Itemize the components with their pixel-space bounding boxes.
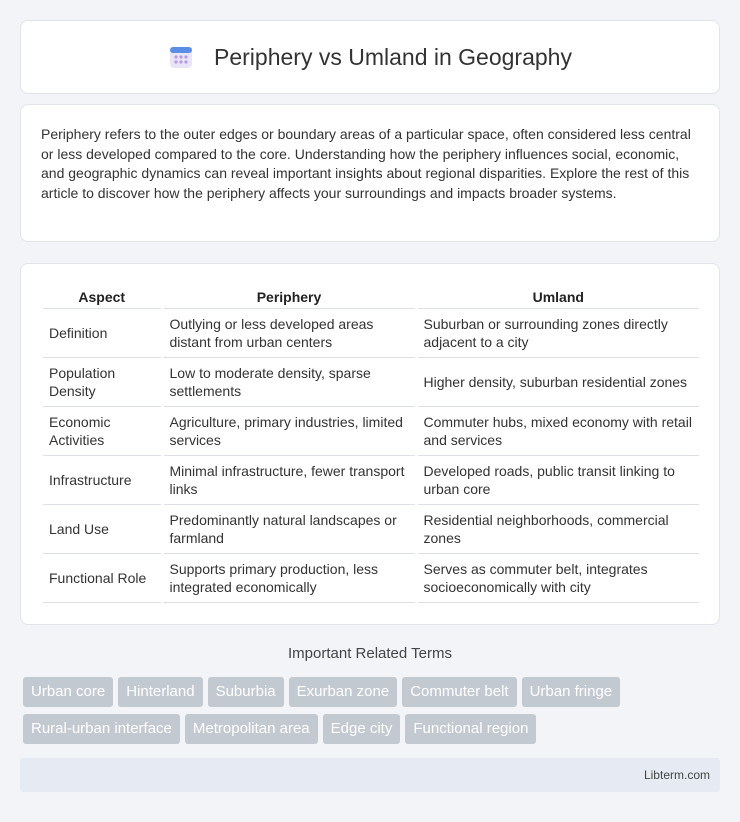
calendar-icon <box>168 44 194 70</box>
footer <box>20 758 720 792</box>
table-row <box>43 406 699 455</box>
related-term-tag[interactable]: Exurban zone <box>289 677 398 707</box>
table-header-row <box>43 286 699 308</box>
table-cell: Higher density, suburban residential zones <box>416 357 699 406</box>
table-row <box>43 504 699 553</box>
table-cell: Outlying or less developed areas distant from urban centers <box>162 308 416 357</box>
related-term-tag[interactable]: Hinterland <box>118 677 202 707</box>
table-cell: Population Density <box>43 357 162 406</box>
header-aspect: Aspect <box>43 286 162 308</box>
page-title: Periphery vs Umland in Geography <box>214 43 572 70</box>
related-term-tag[interactable]: Edge city <box>323 714 401 744</box>
related-term-tag[interactable]: Functional region <box>405 714 536 744</box>
table-cell: Developed roads, public transit linking to urban core <box>416 455 699 504</box>
related-term-tag[interactable]: Suburbia <box>208 677 284 707</box>
table-row <box>43 553 699 602</box>
table-cell: Infrastructure <box>43 455 162 504</box>
table-cell: Land Use <box>43 504 162 553</box>
intro-card <box>20 104 720 242</box>
footer-site-link[interactable]: Libterm.com <box>643 768 710 782</box>
table-cell: Residential neighborhoods, commercial zones <box>416 504 699 553</box>
table-cell: Predominantly natural landscapes or farmland <box>162 504 416 553</box>
table-cell: Agriculture, primary industries, limited services <box>162 406 416 455</box>
table-row <box>43 357 699 406</box>
table-cell: Low to moderate density, sparse settlements <box>162 357 416 406</box>
related-term-tag[interactable]: Urban core <box>23 677 113 707</box>
intro-paragraph: Periphery refers to the outer edges or boundary areas of a particular space, often considered less central or less developed compared to the core. Understanding how the periphery influences social, economic, and geographic dynamics can reveal important insights about regional disparities. Explore the rest of this article to discover how the periphery affects your surroundings and impacts broader systems. <box>41 126 691 201</box>
related-term-tag[interactable]: Rural-urban interface <box>23 714 180 744</box>
header-umland: Umland <box>416 286 699 308</box>
comparison-table-card <box>20 263 720 625</box>
table-row <box>43 308 699 357</box>
title-card <box>20 20 720 94</box>
table-cell: Commuter hubs, mixed economy with retail and services <box>416 406 699 455</box>
related-terms-heading: Important Related Terms <box>288 645 452 662</box>
related-terms-list <box>23 677 723 751</box>
table-cell: Suburban or surrounding zones directly adjacent to a city <box>416 308 699 357</box>
comparison-table <box>43 286 699 603</box>
header-periphery: Periphery <box>162 286 416 308</box>
table-cell: Definition <box>43 308 162 357</box>
related-term-tag[interactable]: Urban fringe <box>522 677 621 707</box>
table-cell: Economic Activities <box>43 406 162 455</box>
table-cell: Minimal infrastructure, fewer transport links <box>162 455 416 504</box>
table-row <box>43 455 699 504</box>
table-cell: Functional Role <box>43 553 162 602</box>
related-term-tag[interactable]: Commuter belt <box>402 677 516 707</box>
related-term-tag[interactable]: Metropolitan area <box>185 714 318 744</box>
table-cell: Supports primary production, less integrated economically <box>162 553 416 602</box>
table-cell: Serves as commuter belt, integrates socioeconomically with city <box>416 553 699 602</box>
